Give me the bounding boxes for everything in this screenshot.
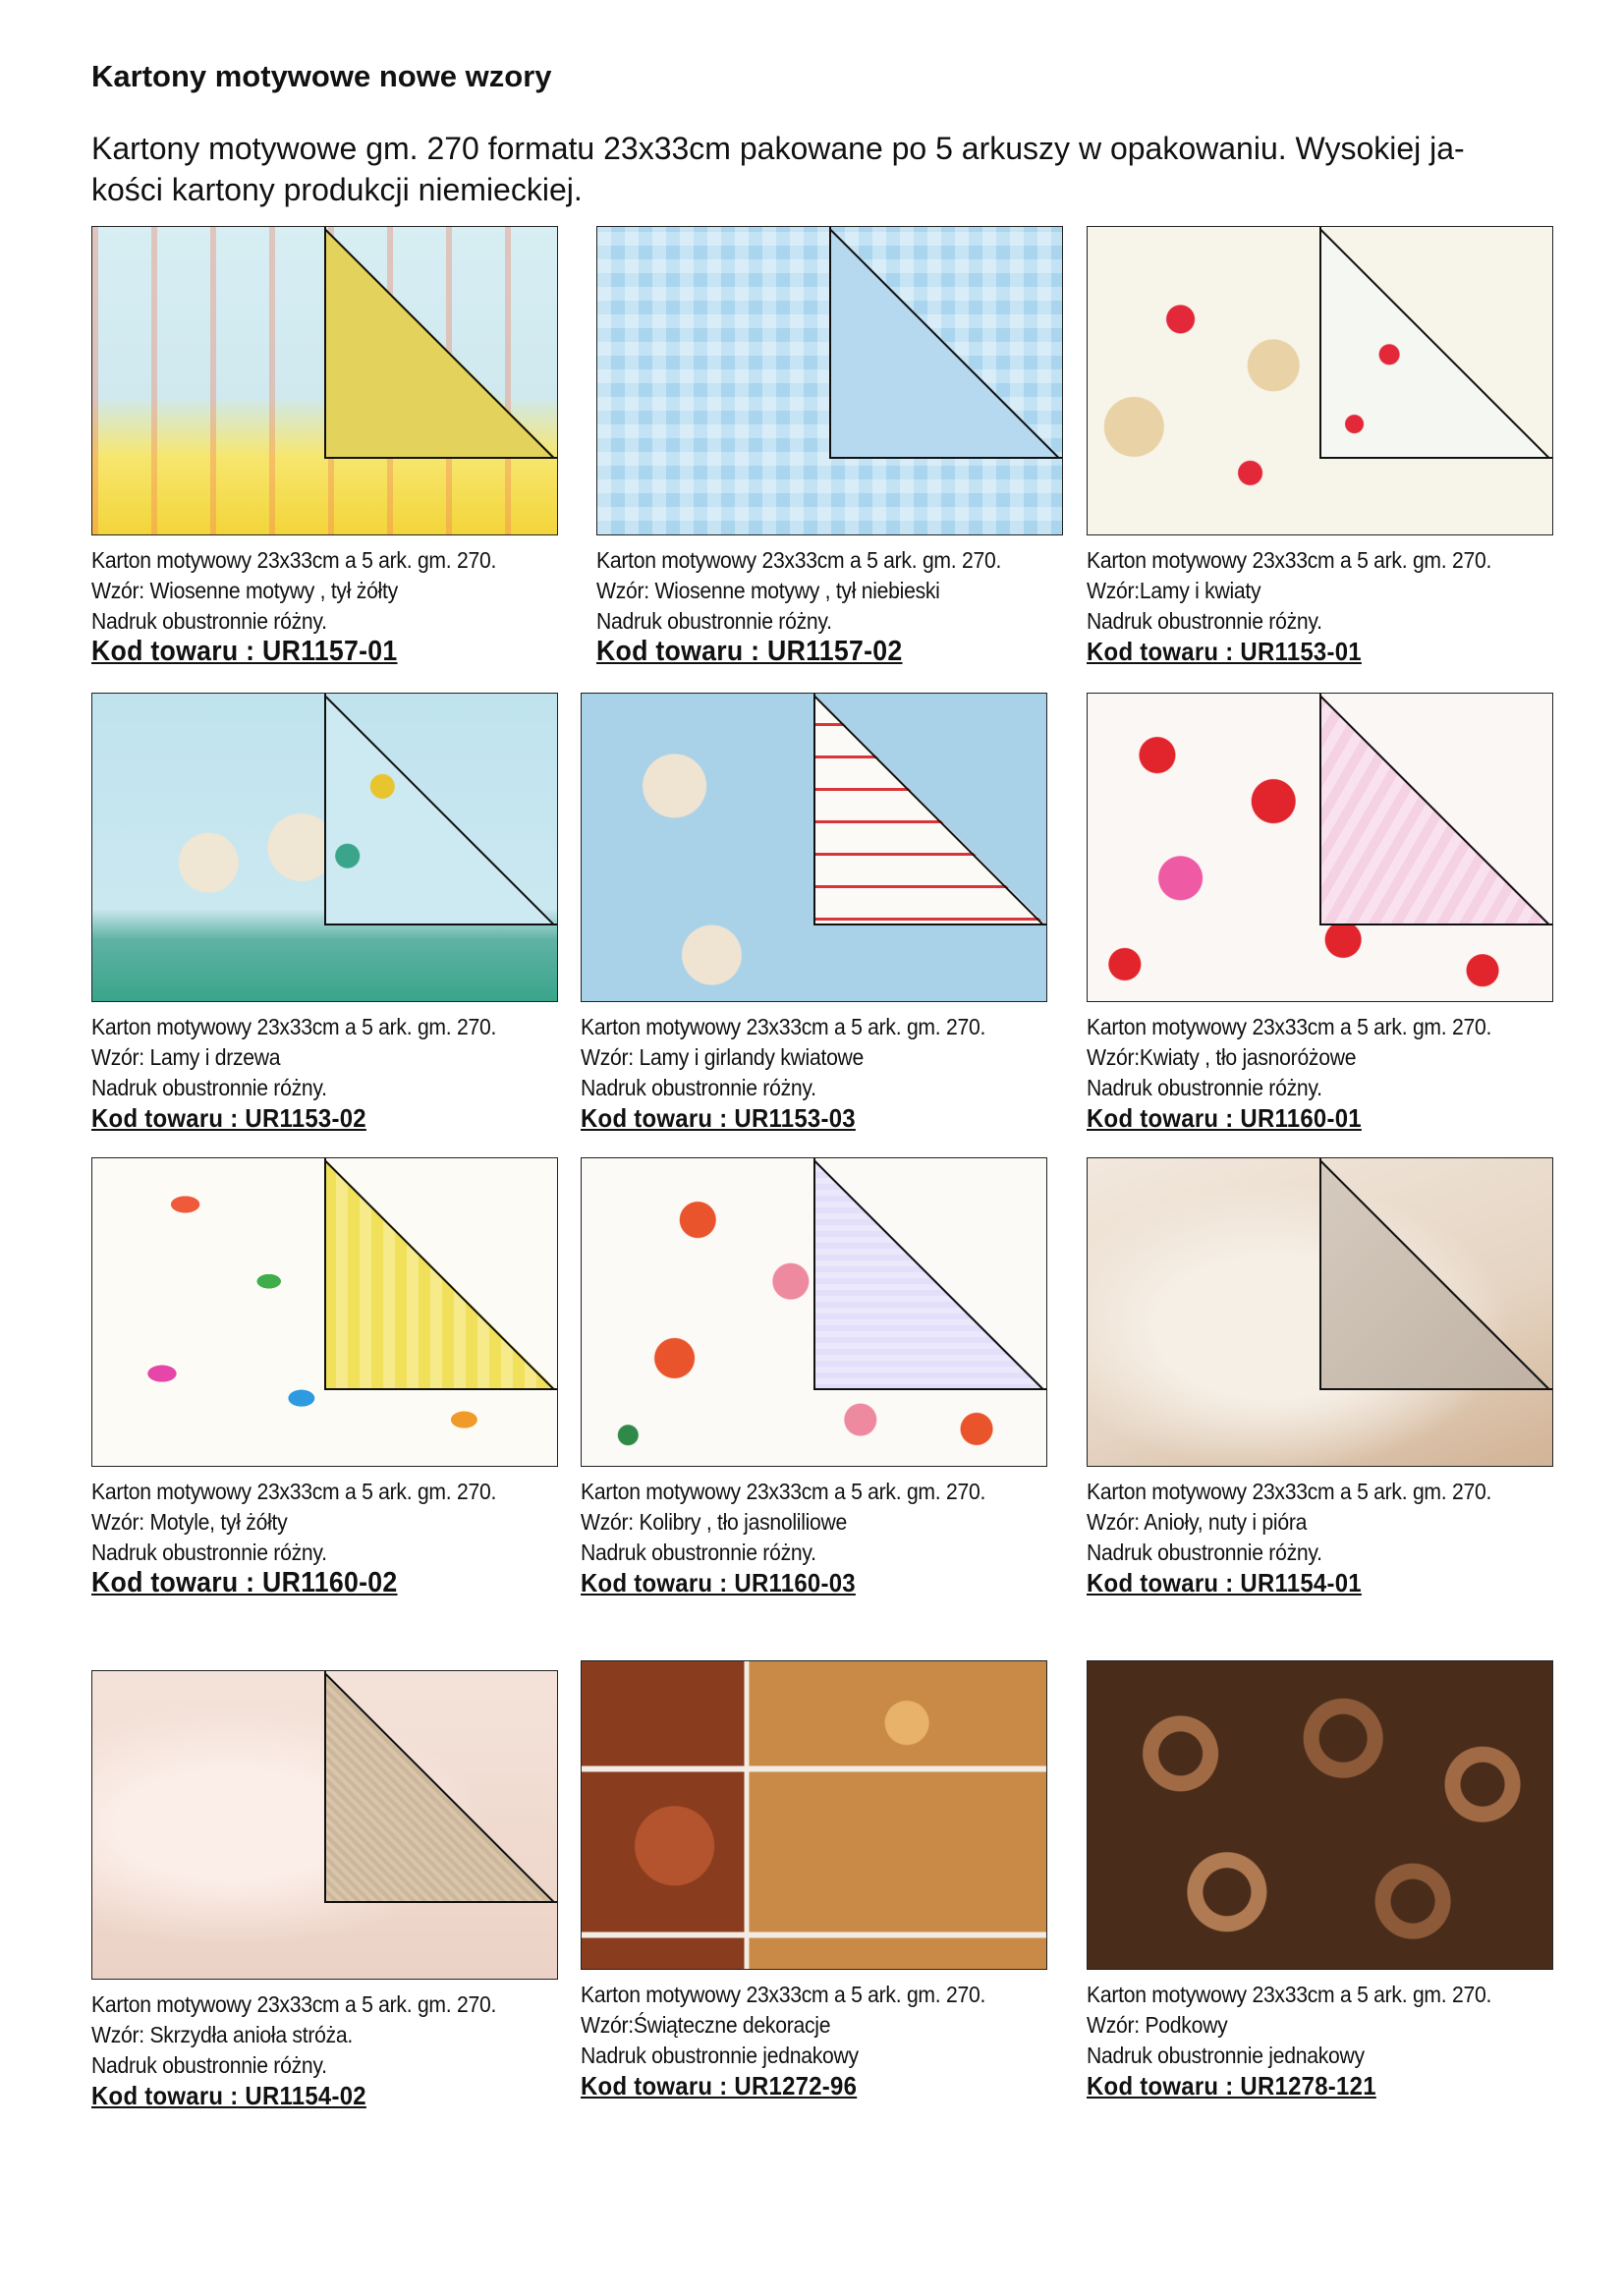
- swatch-fold: [324, 1158, 557, 1390]
- product-format: Karton motywowy 23x33cm a 5 ark. gm. 270.: [91, 1991, 497, 2017]
- swatch-fold: [324, 694, 557, 925]
- product-code: Kod towaru : UR1153-01: [1087, 637, 1362, 666]
- swatch-fold: [813, 694, 1046, 925]
- product-description: [91, 1012, 561, 1134]
- product-description: [91, 545, 561, 667]
- product-print: Nadruk obustronnie różny.: [1087, 1540, 1322, 1565]
- product-print: Nadruk obustronnie różny.: [1087, 608, 1322, 634]
- product-print: Nadruk obustronnie różny.: [91, 2052, 327, 2078]
- product-print: Nadruk obustronnie różny.: [581, 1540, 816, 1565]
- product-swatch-image: [1087, 693, 1553, 1002]
- product-card-ur1160-03[interactable]: [581, 1157, 1047, 1598]
- product-code: Kod towaru : UR1154-01: [1087, 1568, 1362, 1597]
- intro-paragraph: [91, 128, 1545, 210]
- product-format: Karton motywowy 23x33cm a 5 ark. gm. 270.: [91, 547, 497, 573]
- intro-line-2: kości kartony produkcji niemieckiej.: [91, 172, 583, 207]
- product-card-ur1153-03[interactable]: [581, 693, 1047, 1134]
- product-swatch-image: [1087, 1157, 1553, 1467]
- product-card-ur1157-01[interactable]: [91, 226, 558, 667]
- product-description: [581, 1012, 1050, 1134]
- product-print: Nadruk obustronnie różny.: [91, 1540, 327, 1565]
- swatch-fold: [1319, 694, 1552, 925]
- product-format: Karton motywowy 23x33cm a 5 ark. gm. 270.: [596, 547, 1002, 573]
- swatch-fold: [1319, 1158, 1552, 1390]
- product-code: Kod towaru : UR1157-01: [91, 636, 398, 667]
- product-print: Nadruk obustronnie jednakowy: [1087, 2043, 1365, 2068]
- product-code: Kod towaru : UR1160-02: [91, 1567, 398, 1598]
- product-description: [1087, 1477, 1556, 1598]
- product-description: [1087, 545, 1556, 667]
- product-format: Karton motywowy 23x33cm a 5 ark. gm. 270.: [581, 1014, 986, 1039]
- swatch-fold: [1319, 227, 1552, 459]
- product-swatch-image: [581, 1157, 1047, 1467]
- product-print: Nadruk obustronnie różny.: [581, 1075, 816, 1100]
- product-code: Kod towaru : UR1153-03: [581, 1103, 856, 1133]
- swatch-fold: [324, 1671, 557, 1903]
- product-card-ur1160-01[interactable]: [1087, 693, 1553, 1134]
- product-print: Nadruk obustronnie jednakowy: [581, 2043, 859, 2068]
- product-code: Kod towaru : UR1160-03: [581, 1568, 856, 1597]
- product-pattern: Wzór:Świąteczne dekoracje: [581, 2012, 831, 2038]
- swatch-fold: [813, 1158, 1046, 1390]
- product-pattern: Wzór: Podkowy: [1087, 2012, 1228, 2038]
- product-description: [581, 1477, 1050, 1598]
- product-swatch-image: [581, 693, 1047, 1002]
- product-format: Karton motywowy 23x33cm a 5 ark. gm. 270.: [1087, 1982, 1492, 2007]
- product-format: Karton motywowy 23x33cm a 5 ark. gm. 270.: [581, 1982, 986, 2007]
- product-swatch-image: [91, 1670, 558, 1980]
- product-pattern: Wzór: Kolibry , tło jasnoliliowe: [581, 1509, 848, 1535]
- product-swatch-image: [1087, 226, 1553, 535]
- product-card-ur1278-121[interactable]: [1087, 1660, 1553, 2101]
- product-description: [596, 545, 1066, 667]
- product-description: [91, 1989, 561, 2111]
- product-code: Kod towaru : UR1160-01: [1087, 1103, 1362, 1133]
- product-swatch-image: [581, 1660, 1047, 1970]
- product-print: Nadruk obustronnie różny.: [1087, 1075, 1322, 1100]
- product-format: Karton motywowy 23x33cm a 5 ark. gm. 270.: [1087, 547, 1492, 573]
- product-code: Kod towaru : UR1157-02: [596, 636, 903, 667]
- product-description: [1087, 1980, 1556, 2101]
- swatch-fold: [829, 227, 1062, 459]
- swatch-fold: [324, 227, 557, 459]
- swatch-pattern: [582, 1661, 1046, 1969]
- swatch-pattern: [1088, 1661, 1552, 1969]
- product-card-ur1154-01[interactable]: [1087, 1157, 1553, 1598]
- product-format: Karton motywowy 23x33cm a 5 ark. gm. 270.: [1087, 1479, 1492, 1504]
- product-pattern: Wzór: Skrzydła anioła stróża.: [91, 2022, 353, 2047]
- product-card-ur1153-01[interactable]: [1087, 226, 1553, 667]
- page-title: Kartony motywowe nowe wzory: [91, 59, 552, 93]
- product-card-ur1153-02[interactable]: [91, 693, 558, 1134]
- product-card-ur1160-02[interactable]: [91, 1157, 558, 1598]
- product-pattern: Wzór:Lamy i kwiaty: [1087, 578, 1261, 603]
- product-pattern: Wzór: Wiosenne motywy , tył żółty: [91, 578, 398, 603]
- product-swatch-image: [91, 693, 558, 1002]
- product-format: Karton motywowy 23x33cm a 5 ark. gm. 270.: [91, 1014, 497, 1039]
- product-pattern: Wzór: Anioły, nuty i pióra: [1087, 1509, 1308, 1535]
- product-card-ur1157-02[interactable]: [596, 226, 1063, 667]
- product-code: Kod towaru : UR1153-02: [91, 1103, 366, 1133]
- product-pattern: Wzór: Lamy i girlandy kwiatowe: [581, 1044, 865, 1070]
- product-pattern: Wzór: Motyle, tył żółty: [91, 1509, 288, 1535]
- product-format: Karton motywowy 23x33cm a 5 ark. gm. 270.: [91, 1479, 497, 1504]
- product-description: [91, 1477, 561, 1598]
- product-code: Kod towaru : UR1278-121: [1087, 2071, 1376, 2100]
- product-swatch-image: [596, 226, 1063, 535]
- product-format: Karton motywowy 23x33cm a 5 ark. gm. 270.: [1087, 1014, 1492, 1039]
- product-swatch-image: [91, 1157, 558, 1467]
- intro-line-1: Kartony motywowe gm. 270 formatu 23x33cm pakowane po 5 arkuszy w opakowaniu. Wysokiej ja-: [91, 131, 1465, 166]
- product-description: [1087, 1012, 1556, 1134]
- product-print: Nadruk obustronnie różny.: [91, 1075, 327, 1100]
- product-format: Karton motywowy 23x33cm a 5 ark. gm. 270.: [581, 1479, 986, 1504]
- product-pattern: Wzór: Wiosenne motywy , tył niebieski: [596, 578, 940, 603]
- product-print: Nadruk obustronnie różny.: [596, 608, 832, 634]
- product-pattern: Wzór: Lamy i drzewa: [91, 1044, 281, 1070]
- product-swatch-image: [1087, 1660, 1553, 1970]
- product-description: [581, 1980, 1050, 2101]
- product-swatch-image: [91, 226, 558, 535]
- product-pattern: Wzór:Kwiaty , tło jasnoróżowe: [1087, 1044, 1357, 1070]
- product-code: Kod towaru : UR1272-96: [581, 2071, 858, 2100]
- product-print: Nadruk obustronnie różny.: [91, 608, 327, 634]
- product-card-ur1154-02[interactable]: [91, 1670, 558, 2111]
- product-code: Kod towaru : UR1154-02: [91, 2081, 366, 2110]
- product-card-ur1272-96[interactable]: [581, 1660, 1047, 2101]
